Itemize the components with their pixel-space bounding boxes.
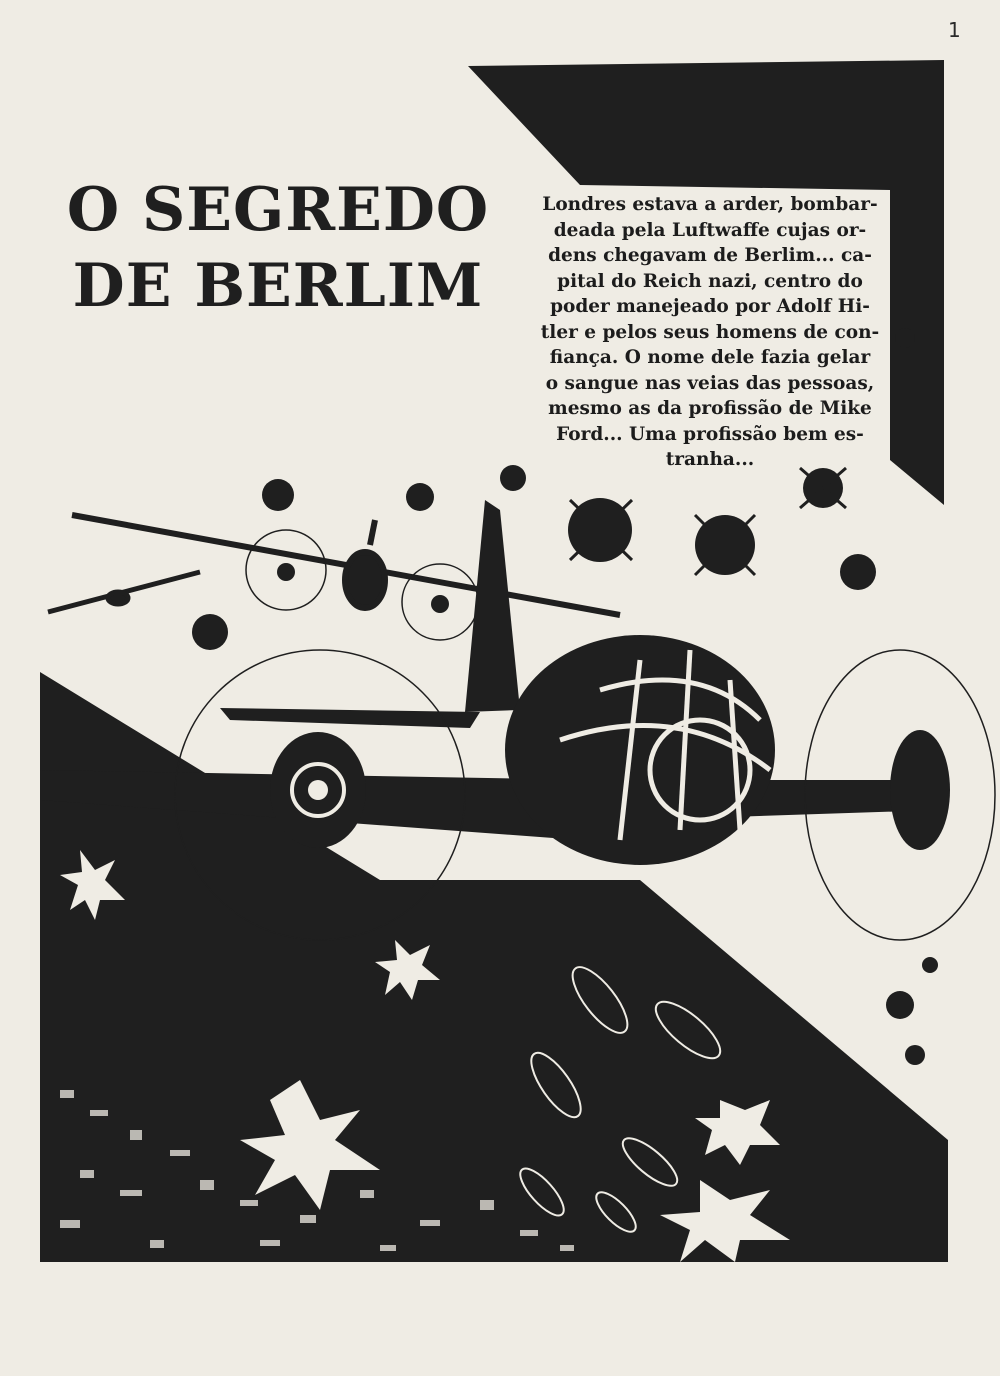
intro-line: Londres estava a arder, bombar- xyxy=(542,194,878,215)
intro-line: tranha... xyxy=(665,449,755,470)
intro-line: mesmo as da profissão de Mike xyxy=(548,398,872,419)
intro-line: o sangue nas veias das pessoas, xyxy=(545,372,875,394)
sky-panel xyxy=(40,672,948,1262)
title-line: O SEGREDO xyxy=(66,175,490,245)
intro-line: fiança. O nome dele fazia gelar xyxy=(549,347,871,368)
intro-line: Ford... Uma profissão bem es- xyxy=(556,423,864,445)
intro-line: poder manejeado por Adolf Hi- xyxy=(550,296,870,317)
page-number: 1 xyxy=(948,18,961,42)
title-line: DE BERLIM xyxy=(72,251,484,321)
bomber-plane-icon xyxy=(72,515,620,615)
page-title xyxy=(58,172,498,324)
intro-line: dens chegavam de Berlim... ca- xyxy=(548,245,872,266)
intro-line: pital do Reich nazi, centro do xyxy=(557,270,863,292)
intro-line: tler e pelos seus homens de con- xyxy=(540,321,880,343)
intro-caption xyxy=(538,192,882,473)
intro-line: deada pela Luftwaffe cujas or- xyxy=(553,219,867,241)
bomber-plane-icon xyxy=(48,572,200,612)
